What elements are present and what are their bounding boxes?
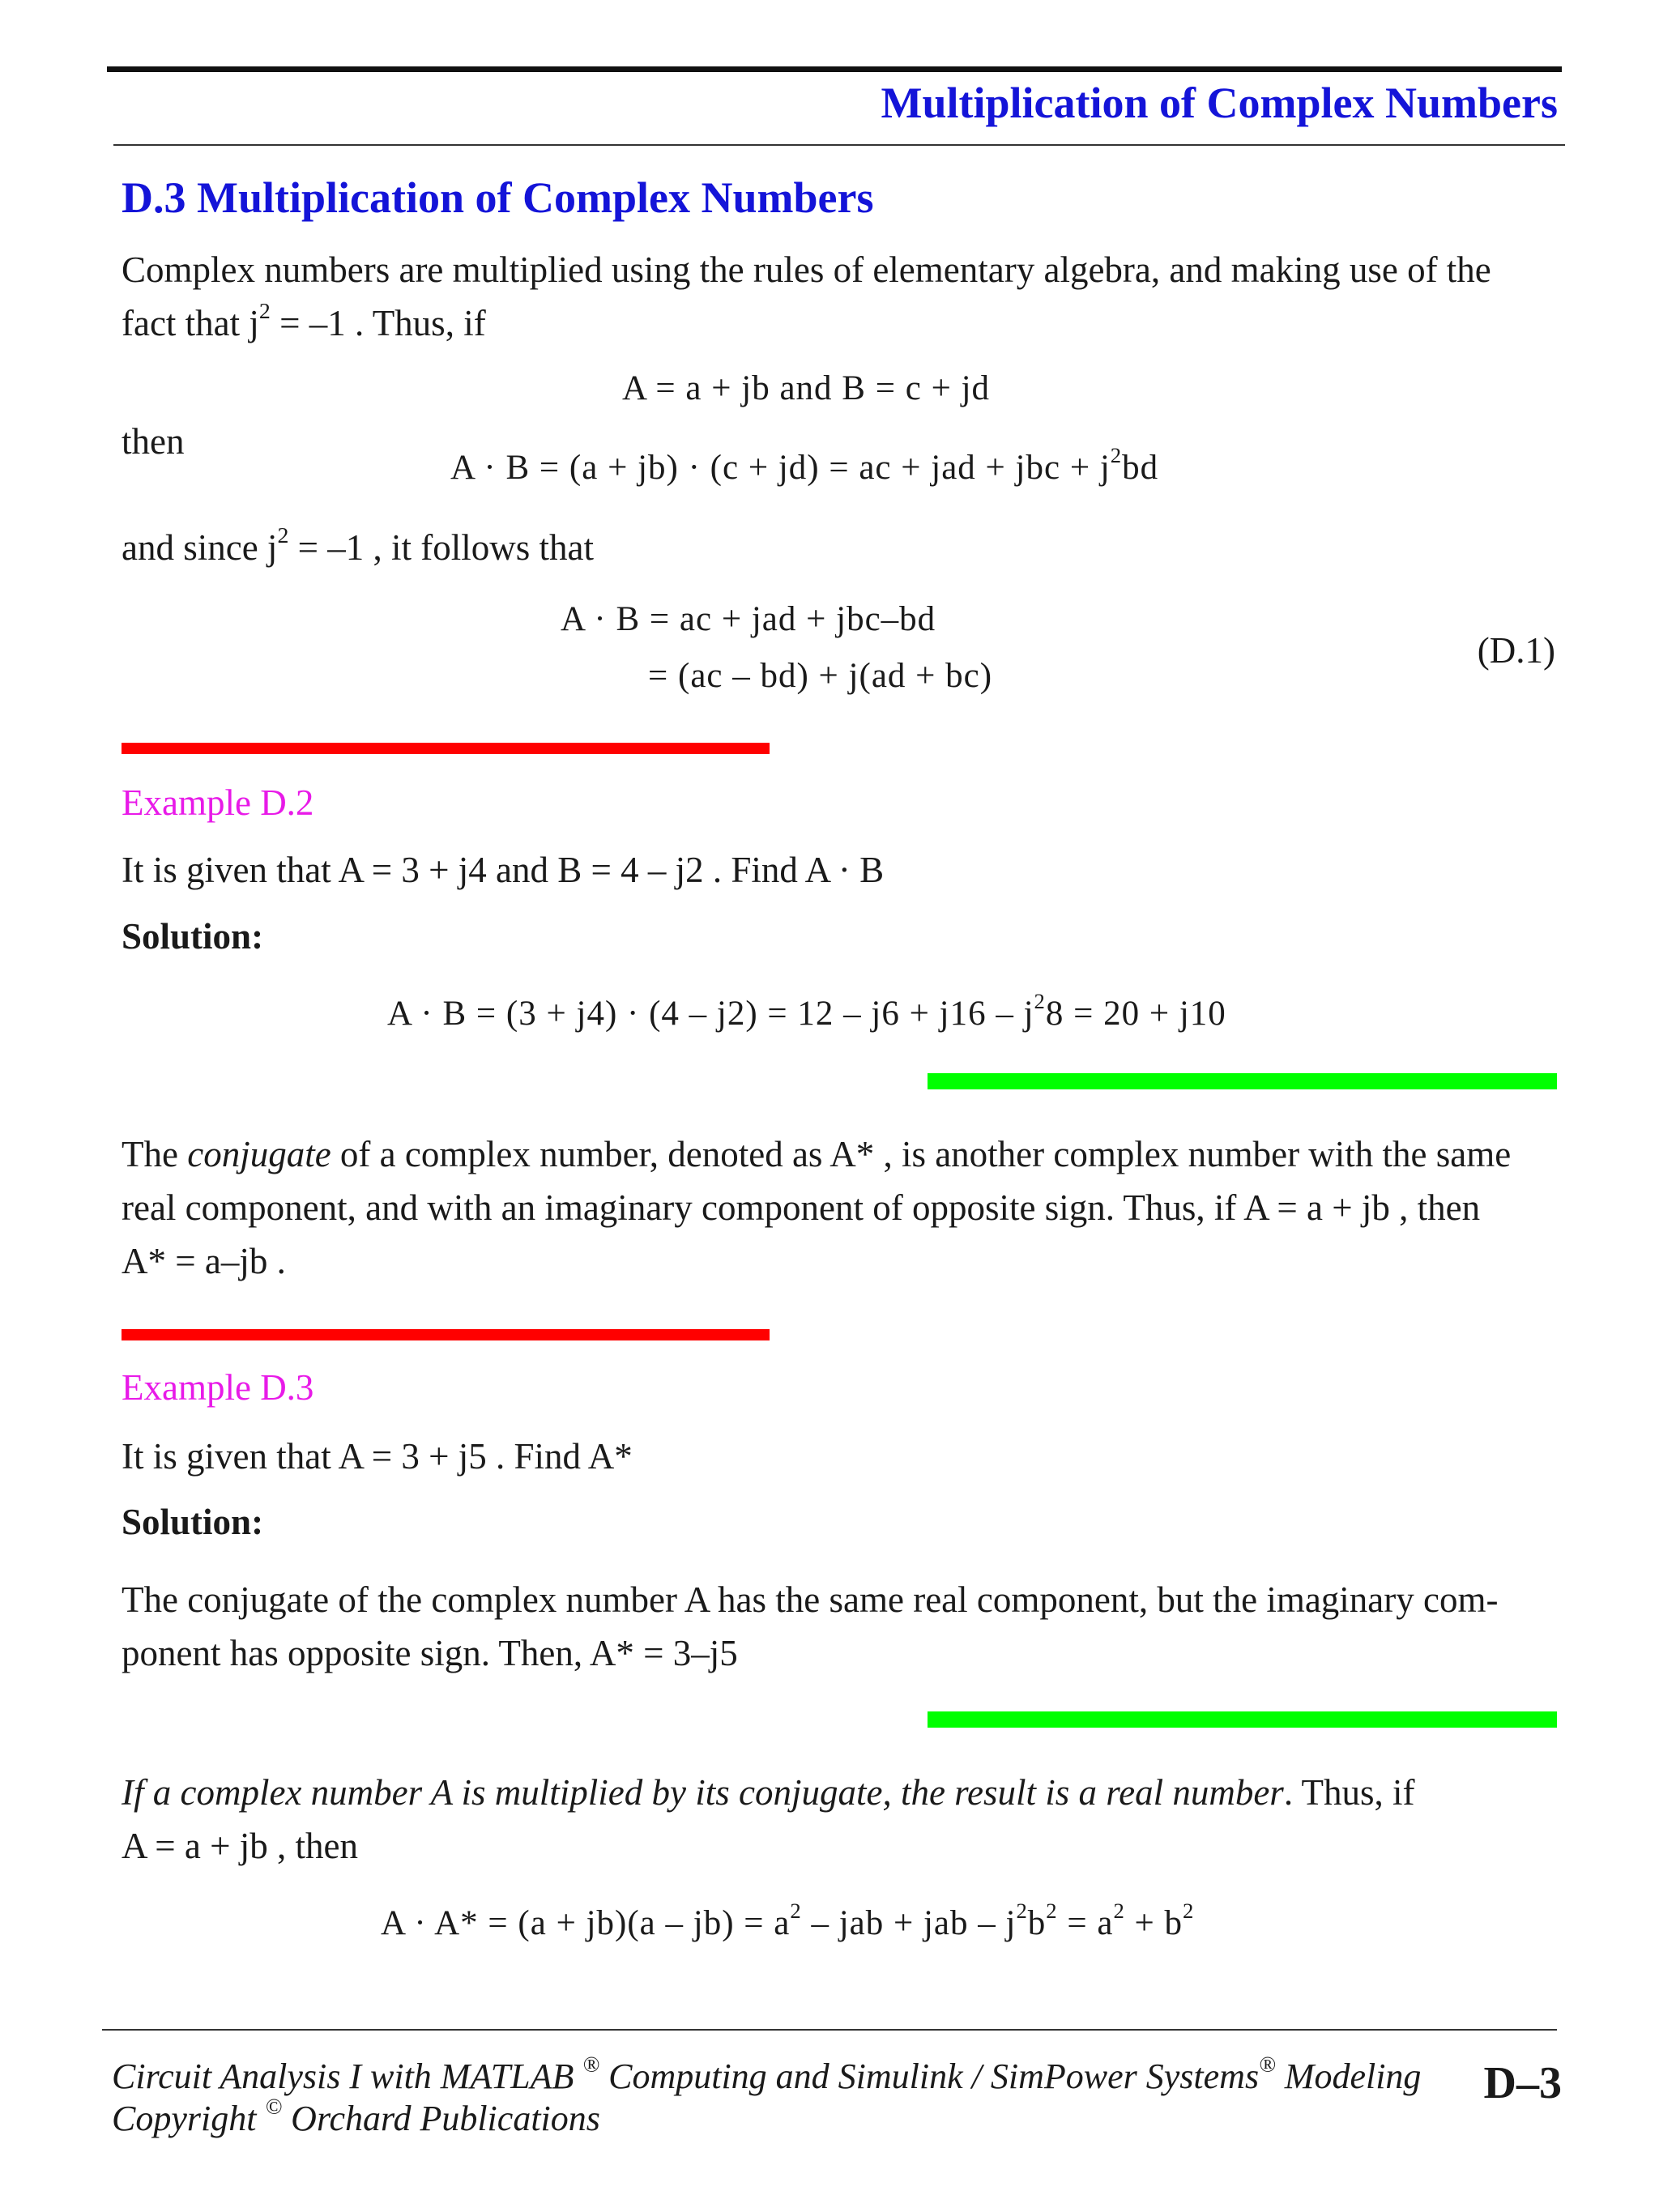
footer-copyright: Copyright © Orchard Publications — [112, 2094, 600, 2138]
page-number: D–3 — [1483, 2058, 1562, 2108]
footer-book-title: Circuit Analysis I with MATLAB ® Computing and Simulink / SimPower Systems® Modeling — [112, 2052, 1422, 2096]
example-start-red-bar — [122, 743, 770, 754]
section-title: D.3 Multiplication of Complex Numbers — [122, 173, 874, 222]
example-d2-solution-label: Solution: — [122, 916, 264, 957]
then-label: then — [122, 421, 185, 462]
footer-rule — [102, 2029, 1557, 2031]
example-end-green-bar — [928, 1711, 1557, 1728]
equation-d1-line-1: A · B = ac + jad + jbc–bd — [561, 600, 936, 638]
example-d2-statement: It is given that A = 3 + j4 and B = 4 – j2 . Find A · B — [122, 850, 885, 890]
closing-paragraph — [122, 1766, 1557, 1873]
example-d3-text-line-1: The conjugate of the complex number A has the same real component, but the imaginary com- — [122, 1579, 1499, 1620]
example-d3-text-line-2: ponent has opposite sign. Then, A* = 3–j5 — [122, 1633, 738, 1673]
example-start-red-bar — [122, 1329, 770, 1340]
conjugate-line-2: real component, and with an imaginary component of opposite sign. Thus, if A = a + jb , then — [122, 1187, 1481, 1228]
example-d3-solution-text — [122, 1573, 1557, 1680]
equation-d1-line-2: = (ac – bd) + j(ad + bc) — [648, 657, 993, 695]
running-header-title: Multiplication of Complex Numbers — [881, 79, 1558, 127]
equation-conjugate-product: $A \cdot A* = (a + jb)(a - jb) = a^2$ – jab + jab – $j^2b^2 = a^2 + b^2$ — [381, 1899, 1195, 1942]
intro-line-1: Complex numbers are multiplied using the rules of elementary algebra, and making use of the — [122, 249, 1491, 290]
example-d2-title: Example D.2 — [122, 782, 314, 823]
intro-paragraph — [122, 243, 1557, 350]
conjugate-line-1: The conjugate of a complex number, denoted as A* , is another complex number with the same — [122, 1134, 1512, 1174]
equation-d1-label: (D.1) — [1477, 630, 1555, 671]
equation-product-expansion: A · B = (a + jb) · (c + jd) = ac + jad + jbc + $j^2bd$ — [450, 443, 1159, 487]
header-bottom-rule — [113, 144, 1565, 146]
conjugate-paragraph — [122, 1127, 1557, 1288]
example-d2-equation: $A \cdot B = (3 + j4) \cdot (4 - j2) = 12 - j6 + j16 - j^28 = 20 + j10$ — [387, 989, 1226, 1033]
equation-definition: A = a + jb and B = c + jd — [622, 369, 991, 407]
intro-line-2: fact that $j^2 = -1$ . Thus, if — [122, 299, 486, 343]
since-line: and since $j^2 = -1$ , it follows that — [122, 523, 595, 568]
example-d3-statement: It is given that A = 3 + j5 . Find A* — [122, 1436, 633, 1477]
example-d3-solution-label: Solution: — [122, 1502, 264, 1542]
example-d3-title: Example D.3 — [122, 1367, 314, 1408]
example-end-green-bar — [928, 1073, 1557, 1089]
conjugate-line-3: A* = a–jb . — [122, 1241, 286, 1281]
closing-line-2: A = a + jb , then — [122, 1826, 358, 1866]
closing-line-1: If a complex number A is multiplied by its conjugate, the result is a real number. Thus, if — [122, 1772, 1415, 1813]
header-top-rule — [107, 66, 1562, 72]
